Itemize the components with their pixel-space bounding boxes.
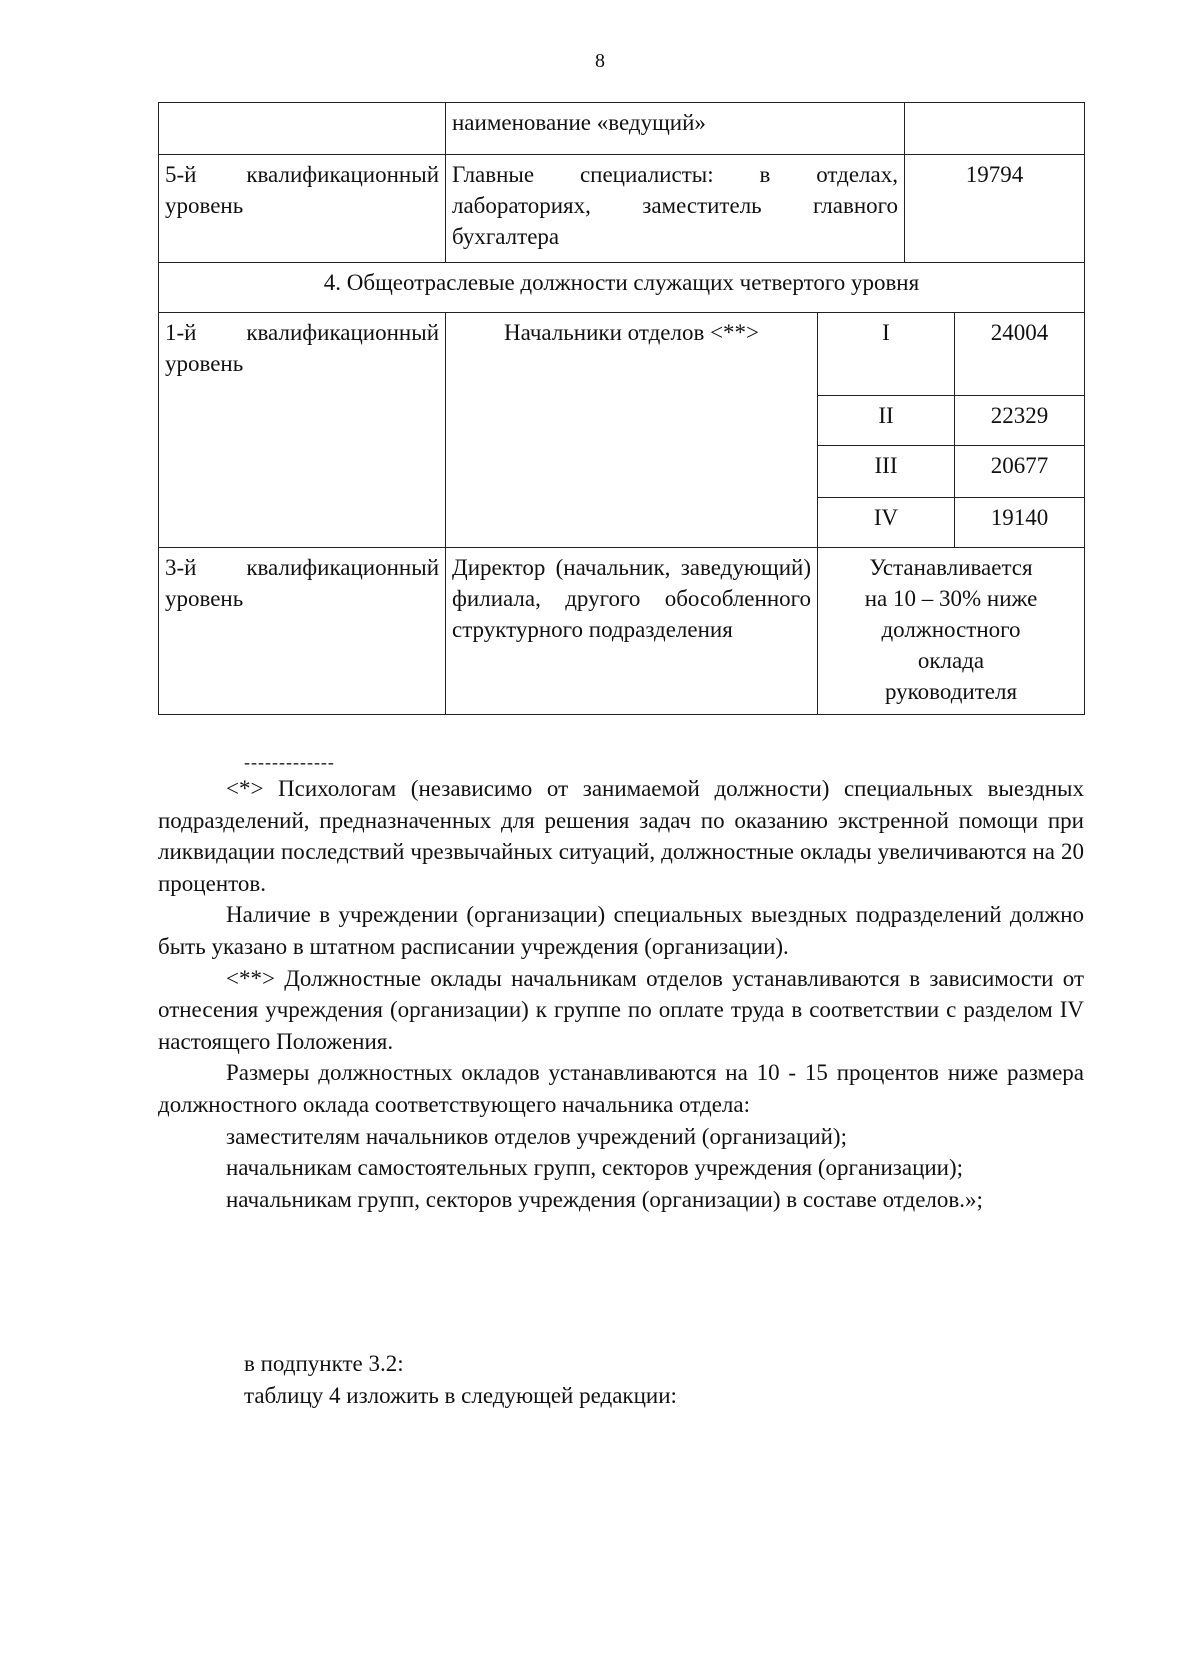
footnote-paragraph: <*> Психологам (независимо от занимаемой должности) специальных выездных подразделений, предназначенных для решения задач по оказанию экстренной помощи при ликвидации последствий чрезвычайных ситуаций, должностные оклады увеличиваются на 20 процентов. (158, 776, 1084, 896)
footnote-paragraph: Размеры должностных окладов устанавливаются на 10 - 15 процентов ниже размера должностного оклада соответствующего начальника отдела: (158, 1060, 1084, 1117)
group-cell: I (818, 313, 955, 396)
footnote-separator: ------------- (244, 752, 335, 772)
salary-cell: 19794 (905, 155, 1085, 263)
salary-cell: 20677 (955, 446, 1085, 498)
level-cell (159, 103, 446, 155)
page-number: 8 (595, 50, 605, 72)
level-cell: 5-й квалификационный уровень (159, 155, 446, 263)
group-cell: II (818, 396, 955, 446)
table-row (159, 313, 1085, 396)
salary-note-cell: Устанавливается на 10 – 30% ниже должностного оклада руководителя (818, 548, 1085, 715)
table-row (159, 548, 1085, 715)
salary-cell: 24004 (955, 313, 1085, 396)
footnotes (158, 773, 1084, 1215)
salary-cell: 22329 (955, 396, 1085, 446)
footnote-list-item: начальникам самостоятельных групп, секторов учреждения (организации); (226, 1155, 964, 1181)
position-cell: Начальники отделов <**> (446, 313, 818, 548)
position-cell: наименование «ведущий» (446, 103, 905, 155)
group-cell: IV (818, 498, 955, 548)
footnote-list-item: заместителям начальников отделов учреждений (организаций); (226, 1123, 847, 1149)
table-row (159, 155, 1085, 263)
section-header-row (159, 263, 1085, 313)
position-cell: Директор (начальник, заведующий) филиала, другого обособленного структурного подразделения (446, 548, 818, 715)
position-cell: Главные специалисты: в отделах, лабораториях, заместитель главного бухгалтера (446, 155, 905, 263)
level-cell: 3-й квалификационный уровень (159, 548, 446, 715)
closing-instructions (244, 1348, 677, 1412)
instruction-line: в подпункте 3.2: (244, 1351, 404, 1376)
salary-cell: 19140 (955, 498, 1085, 548)
footnote-list-item: начальникам групп, секторов учреждения (организации) в составе отделов.»; (226, 1186, 983, 1212)
section-header: 4. Общеотраслевые должности служащих четвертого уровня (159, 263, 1085, 313)
level-cell: 1-й квалификационный уровень (159, 313, 446, 548)
group-cell: III (818, 446, 955, 498)
table-row (159, 103, 1085, 155)
instruction-line: таблицу 4 изложить в следующей редакции: (244, 1383, 677, 1408)
footnote-paragraph: <**> Должностные оклады начальникам отделов устанавливаются в зависимости от отнесения учреждения (организации) к группе по оплате труда в соответствии с разделом IV настоящего Положения. (158, 965, 1084, 1054)
salary-cell (905, 103, 1085, 155)
salary-table (158, 102, 1085, 715)
footnote-paragraph: Наличие в учреждении (организации) специальных выездных подразделений должно быть указано в штатном расписании учреждения (организации). (158, 902, 1084, 959)
